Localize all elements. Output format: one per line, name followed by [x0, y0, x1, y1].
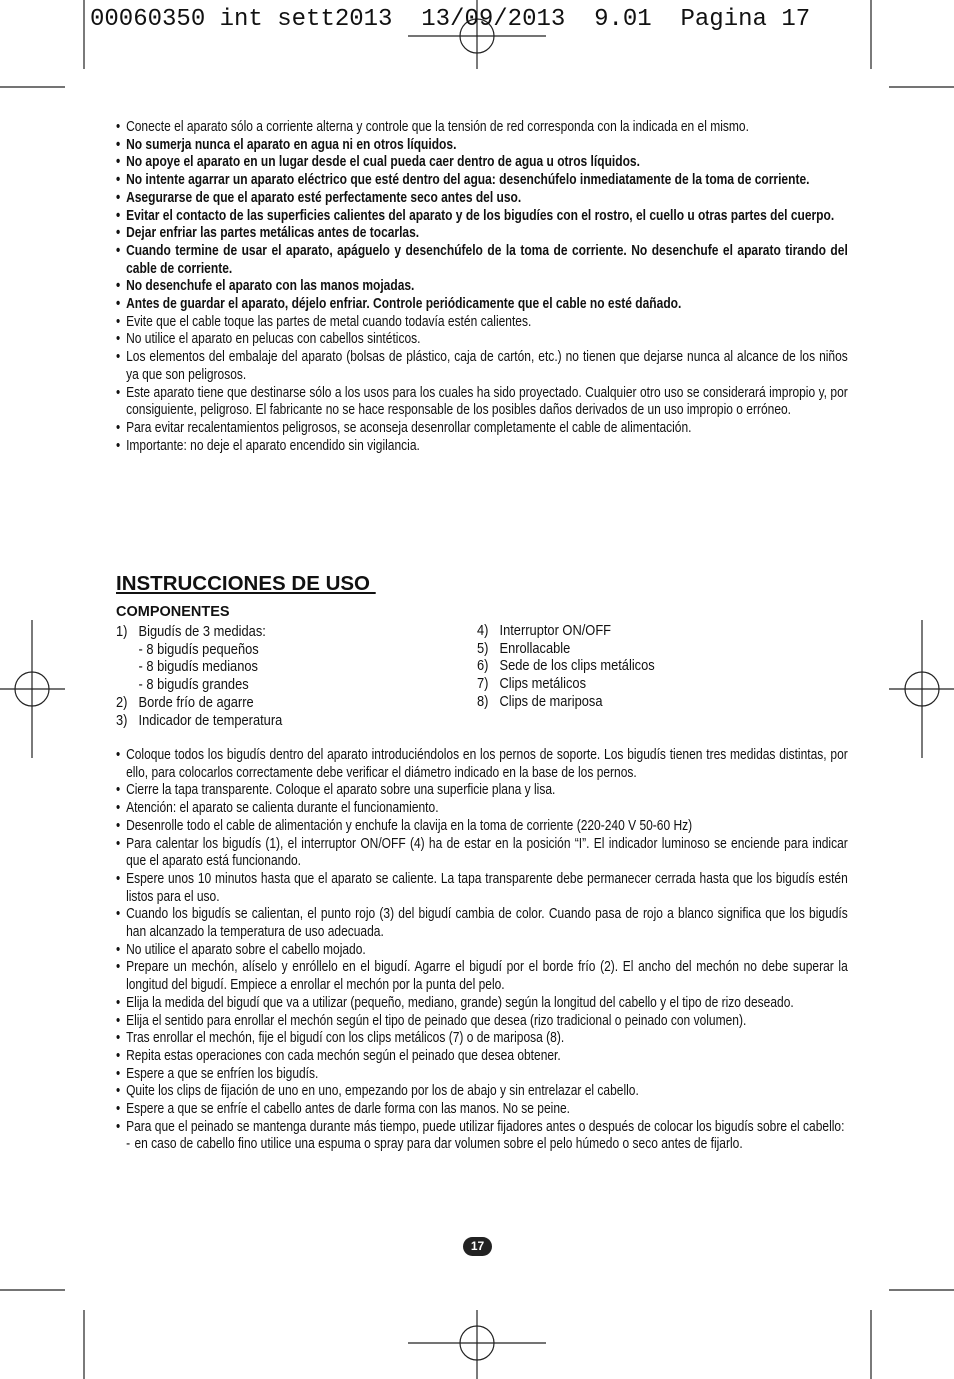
component-label: Interruptor ON/OFF [499, 623, 612, 639]
safety-warning-item: • Antes de guardar el aparato, déjelo enfriar. Controle periódicamente que el cable no esté dañado. [116, 296, 848, 314]
instructions-list [116, 747, 848, 1154]
components-list-right [477, 623, 674, 712]
component-number: 8) [477, 693, 489, 710]
component-item [116, 642, 282, 660]
component-label: Bigudís de 3 medidas: [138, 624, 266, 640]
instruction-item: • Para que el peinado se mantenga durante más tiempo, puede utilizar fijadores antes o después de colocar los bigudís sobre el cabello: [116, 1119, 848, 1137]
safety-warning-item: • Evite que el cable toque las partes de metal cuando todavía estén calientes. [116, 314, 848, 332]
component-label: Indicador de temperatura [138, 712, 283, 729]
safety-warning-item: • No intente agarrar un aparato eléctrico que esté dentro del agua: desenchúfelo inmediatamente de la toma de corriente. [116, 172, 848, 190]
safety-warning-item: • Conecte el aparato sólo a corriente alterna y controle que la tensión de red corresponda con la indicada en el mismo. [116, 119, 848, 137]
component-number: 7) [477, 676, 489, 693]
instruction-item: - en caso de cabello fino utilice una espuma o spray para dar volumen sobre el pelo húmedo o seco antes de fijarlo. [116, 1136, 856, 1154]
component-item [477, 676, 655, 694]
instruction-item: • Elija la medida del bigudí que va a utilizar (pequeño, mediano, grande) según la longitud del cabello y el tipo de rizo deseado. [116, 995, 848, 1013]
component-item [116, 713, 282, 731]
component-item [116, 624, 282, 642]
instruction-item: • Prepare un mechón, alíselo y enróllelo en el bigudí. Agarre el bigudí por el borde frío (2). El ancho del mechón no debe superar la longitud del bigudí. Empiece a enrollar el mechón por la punta del pelo. [116, 959, 848, 994]
component-item [477, 641, 655, 659]
component-label: Borde frío de agarre [138, 694, 254, 711]
component-item [477, 658, 655, 676]
instruction-item: • Espere unos 10 minutos hasta que el aparato se caliente. La tapa transparente debe permanecer cerrada hasta que los bigudís estén listos para el uso. [116, 871, 848, 906]
component-label: - 8 bigudís grandes [138, 677, 249, 694]
component-label: Enrollacable [499, 640, 571, 657]
safety-warning-item: • Para evitar recalentamientos peligrosos, se aconseja desenrollar completamente el cable de alimentación. [116, 420, 848, 438]
instruction-item: • Elija el sentido para enrollar el mechón según el tipo de peinado que desea (rizo tradicional o peinado con volumen). [116, 1013, 848, 1031]
safety-warning-item: • Cuando termine de usar el aparato, apáguelo y desenchúfelo de la toma de corriente. No desenchufe el aparato tirando del cable de corriente. [116, 243, 848, 278]
instruction-item: • Quite los clips de fijación de uno en uno, empezando por los de abajo y sin entrelazar el cabello. [116, 1083, 848, 1101]
instruction-item: • Atención: el aparato se calienta durante el funcionamiento. [116, 800, 848, 818]
components-list-left [116, 624, 301, 730]
instruction-item: • Coloque todos los bigudís dentro del aparato introduciéndolos en los pernos de soporte. Los bigudís tienen tres medidas distintas, por ello, para colocarlos correctamente debe verificar el diámetro indicado en la base de los pernos. [116, 747, 848, 782]
component-item [116, 659, 282, 677]
instruction-item: • Cierre la tapa transparente. Coloque el aparato sobre una superficie plana y lisa. [116, 782, 848, 800]
component-item [477, 623, 655, 641]
safety-warning-item: • Evitar el contacto de las superficies calientes del aparato y de los bigudíes con el rostro, el cuello u otras partes del cuerpo. [116, 208, 848, 226]
component-label: Sede de los clips metálicos [499, 658, 655, 675]
component-number: 2) [116, 694, 128, 711]
component-number: 6) [477, 658, 489, 675]
safety-warning-item: • Importante: no deje el aparato encendido sin vigilancia. [116, 438, 848, 456]
component-item [477, 694, 655, 712]
component-label: - 8 bigudís pequeños [138, 641, 259, 658]
component-label: Clips metálicos [499, 676, 587, 693]
safety-warning-item: • Este aparato tiene que destinarse sólo a los usos para los cuales ha sido proyectado. Cualquier otro uso se considerará impropio y, por consiguiente, peligroso. El fabricante no se hace responsable de los posibles daños derivados de un uso impropio o erróneo. [116, 385, 848, 420]
component-label: - 8 bigudís medianos [138, 659, 258, 676]
component-number: 5) [477, 640, 489, 657]
safety-warning-item: • Los elementos del embalaje del aparato (bolsas de plástico, caja de cartón, etc.) no tienen que dejarse nunca al alcance de los niños ya que son peligrosos. [116, 349, 848, 384]
instruction-item: • No utilice el aparato sobre el cabello mojado. [116, 942, 848, 960]
component-item [116, 677, 282, 695]
safety-warning-item: • No desenchufe el aparato con las manos mojadas. [116, 278, 848, 296]
section-title: INSTRUCCIONES DE USO [116, 572, 376, 595]
component-number: 1) [116, 624, 128, 640]
safety-warning-item: • Dejar enfriar las partes metálicas antes de tocarlas. [116, 225, 848, 243]
safety-warning-item: • No apoye el aparato en un lugar desde el cual pueda caer dentro de agua u otros líquidos. [116, 154, 848, 172]
components-title: COMPONENTES [116, 604, 230, 620]
component-label: Clips de mariposa [499, 693, 603, 710]
safety-warning-item: • No utilice el aparato en pelucas con cabellos sintéticos. [116, 331, 848, 349]
component-number: 4) [477, 623, 489, 639]
instruction-item: • Para calentar los bigudís (1), el interruptor ON/OFF (4) ha de estar en la posición “I”. El indicador luminoso se enciende para indicar que el aparato está funcionando. [116, 836, 848, 871]
instruction-item: • Tras enrollar el mechón, fije el bigudí con los clips metálicos (7) o de mariposa (8). [116, 1030, 848, 1048]
print-slug-line: 00060350 int sett2013 13/09/2013 9.01 Pagina 17 [90, 6, 811, 33]
instruction-item: • Repita estas operaciones con cada mechón según el peinado que desea obtener. [116, 1048, 848, 1066]
safety-warnings-list [116, 119, 848, 455]
page-number-badge: 17 [463, 1237, 492, 1256]
instruction-item: • Espere a que se enfríe el cabello antes de darle forma con las manos. No se peine. [116, 1101, 848, 1119]
instruction-item: • Cuando los bigudís se calientan, el punto rojo (3) del bigudí cambia de color. Cuando pasa de rojo a blanco significa que los bigudís han alcanzado la temperatura de uso adecuada. [116, 906, 848, 941]
safety-warning-item: • Asegurarse de que el aparato esté perfectamente seco antes del uso. [116, 190, 848, 208]
safety-warning-item: • No sumerja nunca el aparato en agua ni en otros líquidos. [116, 137, 848, 155]
instruction-item: • Espere a que se enfríen los bigudís. [116, 1066, 848, 1084]
instruction-item: • Desenrolle todo el cable de alimentación y enchufe la clavija en la toma de corriente (220-240 V 50-60 Hz) [116, 818, 848, 836]
component-item [116, 695, 282, 713]
component-number: 3) [116, 712, 128, 729]
